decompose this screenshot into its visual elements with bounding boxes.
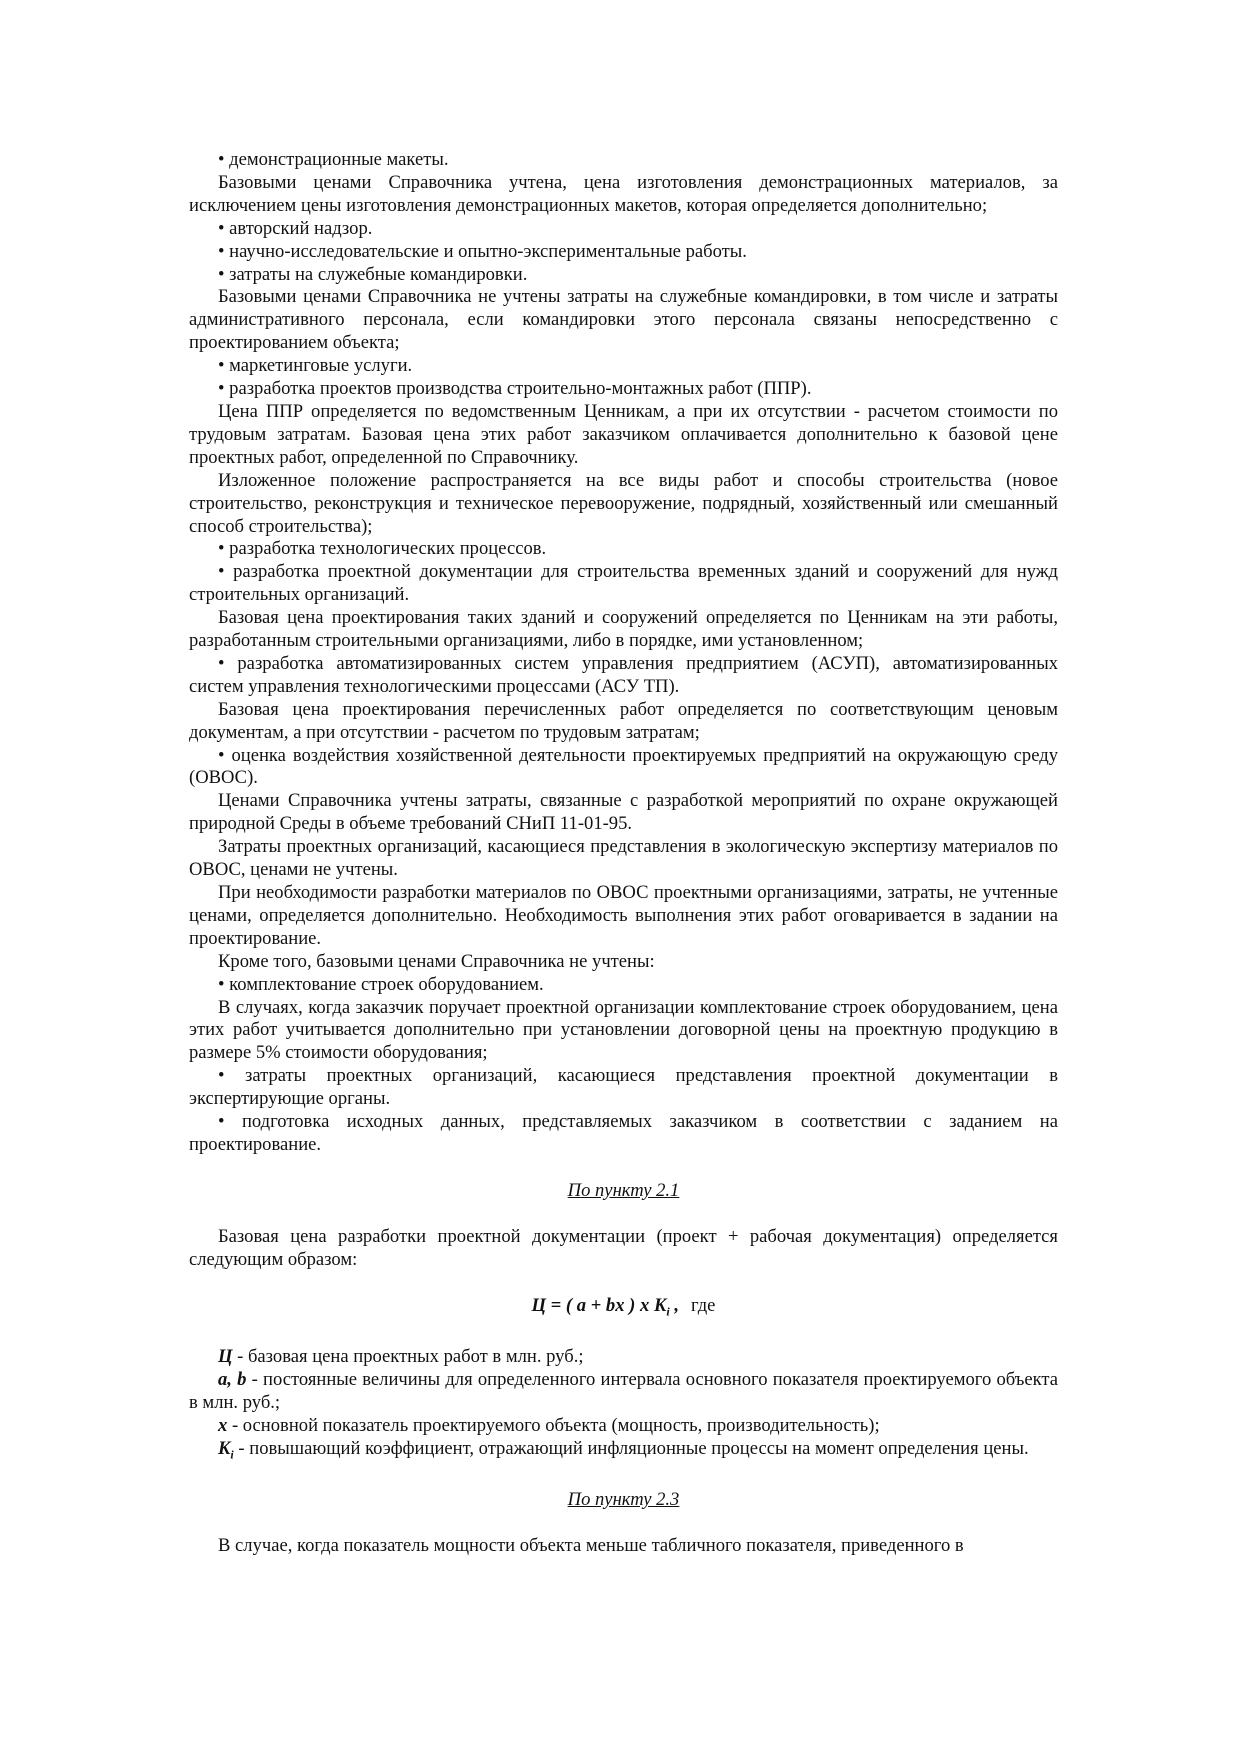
- definition-item: [189, 1346, 1058, 1369]
- paragraph: Базовая цена проектирования таких зданий и сооружений определяется по Ценникам на эти работы, разработанным строительными организациями, либо в порядке, ими установленном;: [189, 607, 1058, 652]
- paragraph: • комплектование строек оборудованием.: [218, 973, 544, 995]
- paragraph: В случае, когда показатель мощности объекта меньше табличного показателя, приведенного в: [218, 1535, 964, 1557]
- paragraph: • затраты проектных организаций, касающиеся представления проектной документации в экспертирующие органы.: [189, 1065, 1058, 1110]
- formula-main: Ц = ( a + bx ) x K: [531, 1294, 667, 1316]
- definition-item: [189, 1438, 1058, 1467]
- formula-definitions: [189, 1346, 1058, 1466]
- paragraph: • оценка воздействия хозяйственной деятельности проектируемых предприятий на окружающую среду (ОВОС).: [189, 744, 1058, 789]
- paragraph: Изложенное положение распространяется на все виды работ и способы строительства (новое строительство, реконструкция и техническое перевооружение, подрядный, хозяйственный или смешанный способ строительства);: [189, 469, 1058, 537]
- paragraph: • разработка проектов производства строительно-монтажных работ (ППР).: [218, 378, 812, 400]
- definition-item: [189, 1415, 1058, 1438]
- definition-item: [189, 1369, 1058, 1415]
- paragraph: Ценами Справочника учтены затраты, связанные с разработкой мероприятий по охране окружающей природной Среды в объеме требований СНиП 11-01-95.: [189, 790, 1058, 835]
- definition-symbol: a, b: [218, 1369, 247, 1391]
- spacer: [189, 1157, 1058, 1180]
- formula-where: где: [691, 1294, 716, 1316]
- formula-expression: [531, 1294, 680, 1319]
- paragraphs-top: [189, 149, 1058, 1157]
- section-heading-2-1: По пункту 2.1: [567, 1179, 680, 1201]
- spacer: [189, 1323, 1058, 1346]
- definition-symbol: x: [218, 1414, 228, 1436]
- paragraph: • подготовка исходных данных, представляемых заказчиком в соответствии с заданием на проектирование.: [189, 1111, 1058, 1155]
- definition-text: - основной показатель проектируемого объекта (мощность, производительность);: [227, 1414, 880, 1436]
- paragraph: • разработка технологических процессов.: [218, 538, 547, 560]
- paragraph: Базовыми ценами Справочника учтена, цена изготовления демонстрационных материалов, за исключением цены изготовления демонстрационных макетов, которая определяется дополнительно;: [189, 171, 1058, 216]
- definition-text: - повышающий коэффициент, отражающий инфляционные процессы на момент определения цены.: [233, 1437, 1029, 1459]
- section-heading-2-3: По пункту 2.3: [567, 1489, 680, 1511]
- definition-text: - постоянные величины для определенного интервала основного показателя проектируемого объекта в млн. руб.;: [189, 1369, 1059, 1414]
- paragraph: • научно-исследовательские и опытно-экспериментальные работы.: [218, 240, 747, 262]
- paragraph: • разработка проектной документации для строительства временных зданий и сооружений для нужд строительных организаций.: [189, 561, 1058, 606]
- paragraph: При необходимости разработки материалов по ОВОС проектными организациями, затраты, не учтенные ценами, определяется дополнительно. Необходимость выполнения этих работ оговаривается в задании на проектирование.: [189, 882, 1058, 949]
- spacer: [189, 1512, 1058, 1535]
- price-formula: [189, 1295, 1058, 1324]
- paragraph: • демонстрационные макеты.: [218, 149, 449, 170]
- paragraph: Цена ППР определяется по ведомственным Ценникам, а при их отсутствии - расчетом стоимости по трудовым затратам. Базовая цена этих работ заказчиком оплачивается дополнительно к базовой цене проектных работ, определенной по Справочнику.: [189, 400, 1058, 468]
- definition-subscript: i: [230, 1447, 234, 1462]
- document-page: [189, 149, 1058, 1558]
- paragraph: • авторский надзор.: [218, 217, 373, 239]
- paragraph: • разработка автоматизированных систем управления предприятием (АСУП), автоматизированных систем управления технологическими процессами (АСУ ТП).: [189, 652, 1058, 697]
- paragraph: В случаях, когда заказчик поручает проектной организации комплектование строек оборудованием, цена этих работ учитывается дополнительно при установлении договорной цены на проектную продукцию в размере 5% стоимости оборудования;: [189, 996, 1058, 1064]
- definition-text: - базовая цена проектных работ в млн. руб.;: [232, 1346, 584, 1368]
- definition-symbol: K: [218, 1437, 231, 1459]
- paragraph: Базовыми ценами Справочника не учтены затраты на служебные командировки, в том числе и затраты административного персонала, если командировки этого персонала связаны непосредственно с проектированием объекта;: [189, 286, 1058, 354]
- formula-subscript: i: [666, 1304, 670, 1319]
- spacer: [189, 1466, 1058, 1489]
- formula-intro: Базовая цена разработки проектной документации (проект + рабочая документация) определяется следующим образом:: [189, 1225, 1058, 1270]
- paragraph: Затраты проектных организаций, касающиеся представления в экологическую экспертизу материалов по ОВОС, ценами не учтены.: [189, 836, 1058, 881]
- paragraph: Кроме того, базовыми ценами Справочника не учтены:: [218, 950, 655, 972]
- paragraph: • маркетинговые услуги.: [218, 355, 413, 377]
- spacer: [189, 1272, 1058, 1295]
- formula-comma: ,: [669, 1294, 680, 1316]
- paragraph: Базовая цена проектирования перечисленных работ определяется по соответствующим ценовым документам, а при отсутствии - расчетом по трудовым затратам;: [189, 698, 1058, 743]
- spacer: [189, 1203, 1058, 1226]
- paragraph: • затраты на служебные командировки.: [218, 263, 528, 285]
- definition-symbol: Ц: [218, 1346, 233, 1368]
